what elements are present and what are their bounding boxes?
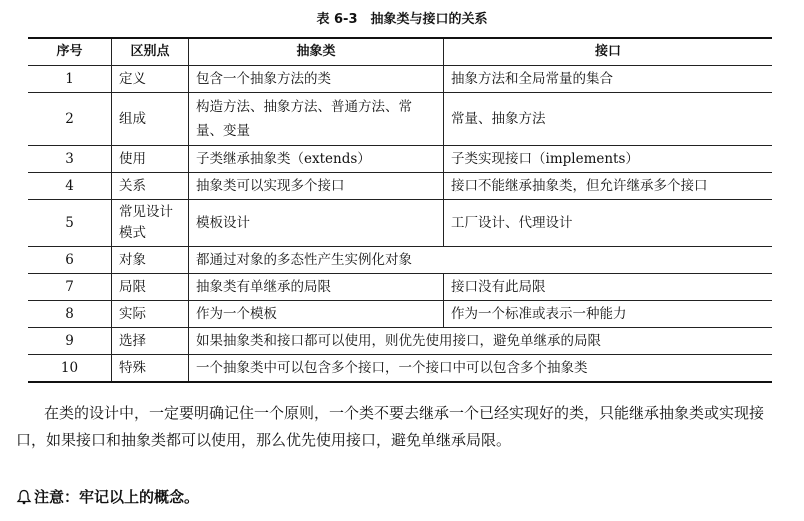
comparison-table	[28, 37, 772, 383]
row-interface: 抽象方法和全局常量的集合	[444, 66, 773, 93]
row-abstract: 子类继承抽象类（extends）	[189, 146, 444, 173]
row-merged: 都通过对象的多态性产生实例化对象	[189, 247, 773, 274]
note	[16, 486, 199, 507]
table-row	[28, 200, 772, 247]
row-abstract: 抽象类可以实现多个接口	[189, 173, 444, 200]
row-no: 6	[28, 247, 112, 274]
header-abstract: 抽象类	[189, 38, 444, 66]
table-caption: 表 6-3 抽象类与接口的关系	[316, 12, 488, 27]
row-interface: 作为一个标准或表示一种能力	[444, 301, 773, 328]
row-no: 9	[28, 328, 112, 355]
row-interface: 常量、抽象方法	[444, 93, 773, 146]
table-row	[28, 146, 772, 173]
row-interface: 子类实现接口（implements）	[444, 146, 773, 173]
table-row	[28, 274, 772, 301]
row-point: 常见设计模式	[112, 200, 189, 247]
row-abstract: 抽象类有单继承的局限	[189, 274, 444, 301]
table-row	[28, 328, 772, 355]
row-interface: 接口不能继承抽象类，但允许继承多个接口	[444, 173, 773, 200]
header-point: 区别点	[112, 38, 189, 66]
row-point: 特殊	[112, 355, 189, 383]
row-no: 4	[28, 173, 112, 200]
row-no: 1	[28, 66, 112, 93]
row-point: 实际	[112, 301, 189, 328]
header-interface: 接口	[444, 38, 773, 66]
row-no: 10	[28, 355, 112, 383]
body-paragraph: 在类的设计中，一定要明确记住一个原则，一个类不要去继承一个已经实现好的类，只能继承抽象类或实现接口，如果接口和抽象类都可以使用，那么优先使用接口，避免单继承局限。	[16, 404, 765, 449]
row-point: 使用	[112, 146, 189, 173]
row-no: 5	[28, 200, 112, 247]
row-point: 对象	[112, 247, 189, 274]
row-abstract: 构造方法、抽象方法、普通方法、常量、变量	[189, 93, 444, 146]
row-point: 组成	[112, 93, 189, 146]
table-row	[28, 247, 772, 274]
table-row	[28, 355, 772, 383]
row-point: 局限	[112, 274, 189, 301]
row-abstract: 包含一个抽象方法的类	[189, 66, 444, 93]
row-no: 3	[28, 146, 112, 173]
row-interface: 接口没有此局限	[444, 274, 773, 301]
row-point: 关系	[112, 173, 189, 200]
header-no: 序号	[28, 38, 112, 66]
bell-icon	[16, 489, 32, 505]
row-abstract: 模板设计	[189, 200, 444, 247]
row-point: 选择	[112, 328, 189, 355]
table-row	[28, 301, 772, 328]
row-merged: 如果抽象类和接口都可以使用，则优先使用接口，避免单继承的局限	[189, 328, 773, 355]
table-row	[28, 93, 772, 146]
row-interface: 工厂设计、代理设计	[444, 200, 773, 247]
table-header-row	[28, 38, 772, 66]
row-no: 7	[28, 274, 112, 301]
note-text: 注意：牢记以上的概念。	[34, 488, 200, 506]
row-abstract: 作为一个模板	[189, 301, 444, 328]
table-row	[28, 66, 772, 93]
row-no: 2	[28, 93, 112, 146]
row-merged: 一个抽象类中可以包含多个接口，一个接口中可以包含多个抽象类	[189, 355, 773, 383]
row-no: 8	[28, 301, 112, 328]
row-point: 定义	[112, 66, 189, 93]
table-row	[28, 173, 772, 200]
